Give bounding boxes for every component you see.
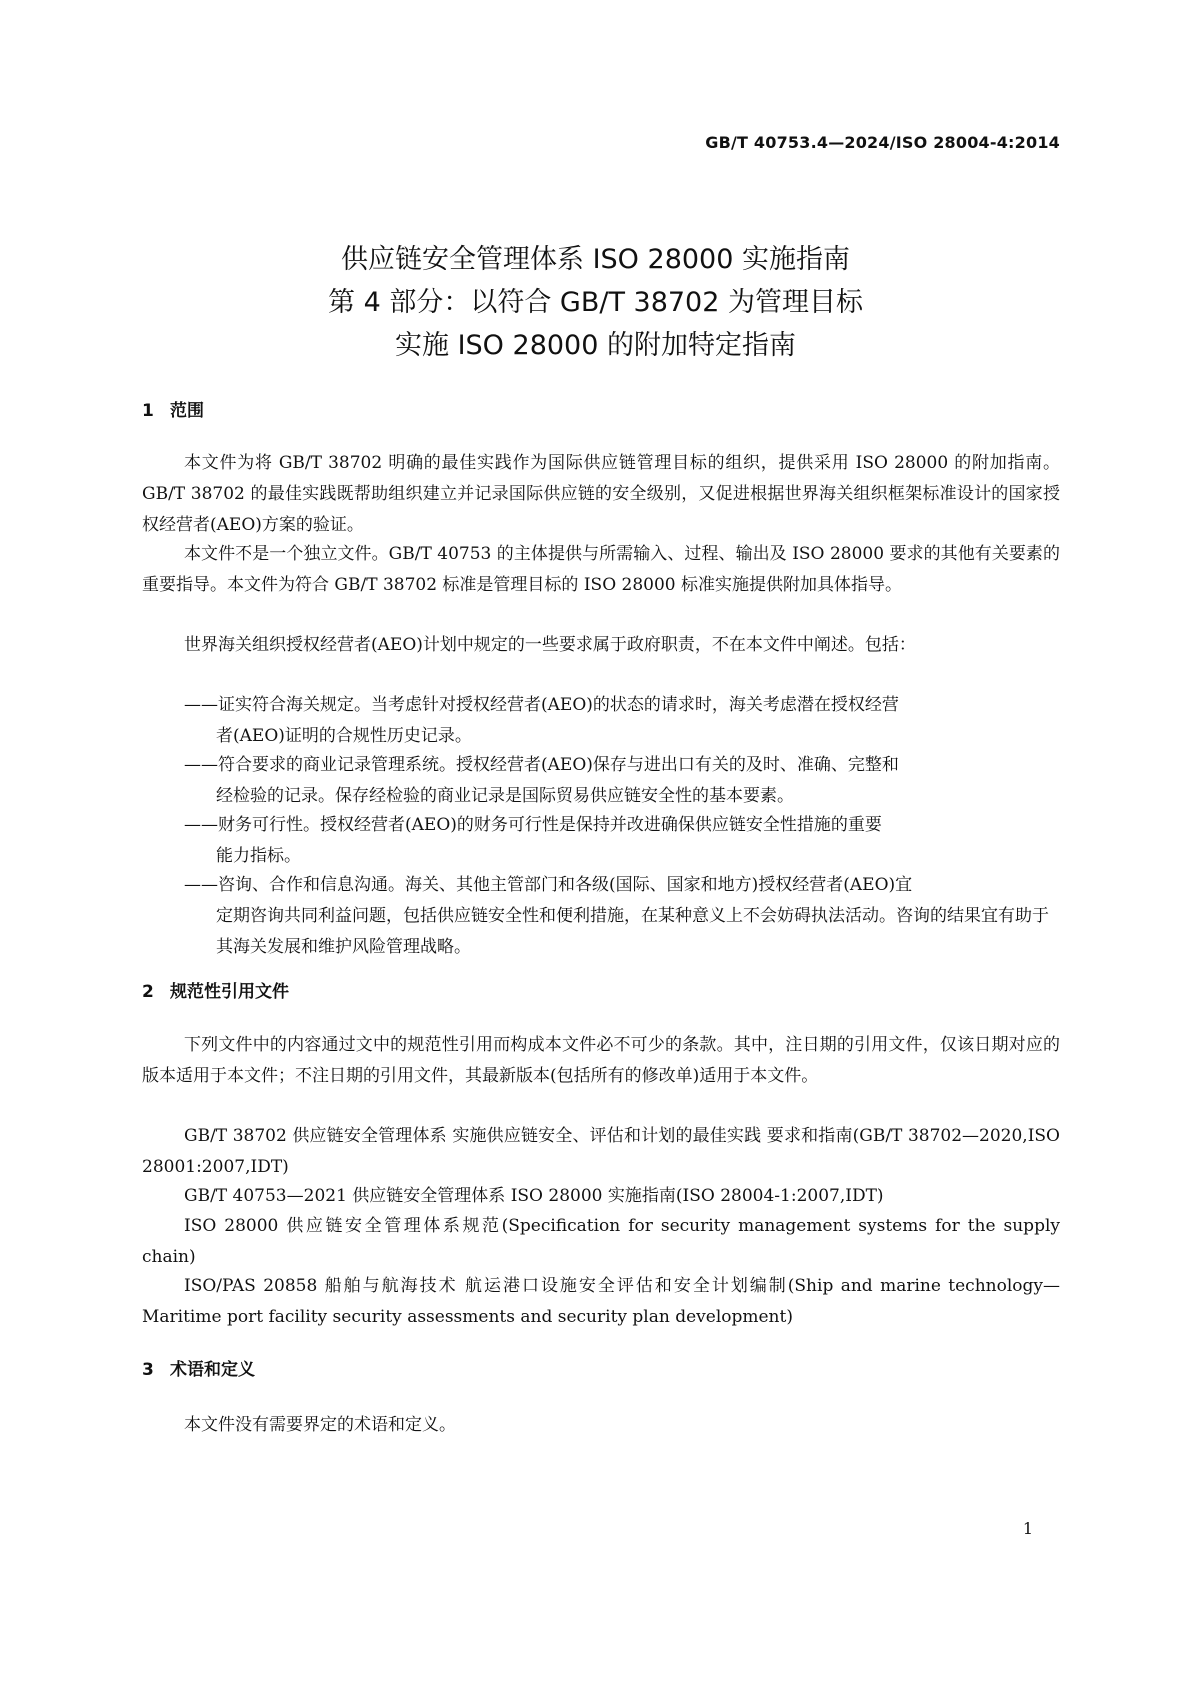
section-2-heading [142,977,289,1002]
section-number: 1 [142,401,154,421]
page-number: 1 [1022,1519,1033,1538]
section-title: 规范性引用文件 [170,982,289,1002]
list-item: ——符合要求的商业记录管理系统。授权经营者(AEO)保存与进出口有关的及时、准确、完整和 经检验的记录。保存经检验的商业记录是国际贸易供应链安全性的基本要素。 [184,755,899,806]
reference-entry-1: GB/T 38702 供应链安全管理体系 实施供应链安全、评估和计划的最佳实践 要求和指南(GB/T 38702—2020,ISO 28001:2007,IDT) [142,1126,1060,1177]
section-number: 3 [142,1360,154,1380]
section-title: 术语和定义 [170,1360,255,1380]
reference-entry-4: ISO/PAS 20858 船舶与航海技术 航运港口设施安全评估和安全计划编制(Ship and marine technology—Maritime port facility security assessments and security plan development) [142,1276,1060,1327]
scope-paragraph-1: 本文件为将 GB/T 38702 明确的最佳实践作为国际供应链管理目标的组织，提供采用 ISO 28000 的附加指南。GB/T 38702 的最佳实践既帮助组织建立并记录国际供应链的安全级别，又促进根据世界海关组织框架标准设计的国家授权经营者(AEO)方案的验证。 [142,453,1060,535]
terms-paragraph: 本文件没有需要界定的术语和定义。 [184,1415,456,1435]
scope-paragraph-3: 世界海关组织授权经营者(AEO)计划中规定的一些要求属于政府职责，不在本文件中阐述。包括： [184,635,916,655]
reference-entry-3: ISO 28000 供应链安全管理体系规范(Specification for security management systems for the supply chain) [142,1216,1060,1267]
document-code: GB/T 40753.4—2024/ISO 28004-4:2014 [705,133,1060,152]
section-title: 范围 [170,401,204,421]
list-item: ——咨询、合作和信息沟通。海关、其他主管部门和各级(国际、国家和地方)授权经营者(AEO)宜 定期咨询共同利益问题，包括供应链安全性和便利措施，在某种意义上不会妨碍执法活动。咨询的结果宜有助于其海关发展和维护风险管理战略。 [184,875,1049,957]
title-line-1: 供应链安全管理体系 ISO 28000 实施指南 [341,244,850,275]
section-3-heading [142,1355,255,1380]
section-1-heading [142,396,204,421]
scope-paragraph-2: 本文件不是一个独立文件。GB/T 40753 的主体提供与所需输入、过程、输出及 ISO 28000 要求的其他有关要素的重要指导。本文件为符合 GB/T 38702 标准是管理目标的 ISO 28000 标准实施提供附加具体指导。 [142,544,1060,595]
list-item: ——证实符合海关规定。当考虑针对授权经营者(AEO)的状态的请求时，海关考虑潜在授权经营 者(AEO)证明的合规性历史记录。 [184,695,899,746]
list-item: ——财务可行性。授权经营者(AEO)的财务可行性是保持并改进确保供应链安全性措施的重要 能力指标。 [184,815,882,866]
section-number: 2 [142,982,154,1002]
title-line-3: 实施 ISO 28000 的附加特定指南 [395,330,796,361]
title-line-2: 第 4 部分：以符合 GB/T 38702 为管理目标 [327,287,864,318]
references-intro-paragraph: 下列文件中的内容通过文中的规范性引用而构成本文件必不可少的条款。其中，注日期的引用文件，仅该日期对应的版本适用于本文件；不注日期的引用文件，其最新版本(包括所有的修改单)适用于本文件。 [142,1035,1060,1086]
reference-entry-2: GB/T 40753—2021 供应链安全管理体系 ISO 28000 实施指南(ISO 28004-1:2007,IDT) [184,1186,884,1206]
document-title [0,238,1191,367]
